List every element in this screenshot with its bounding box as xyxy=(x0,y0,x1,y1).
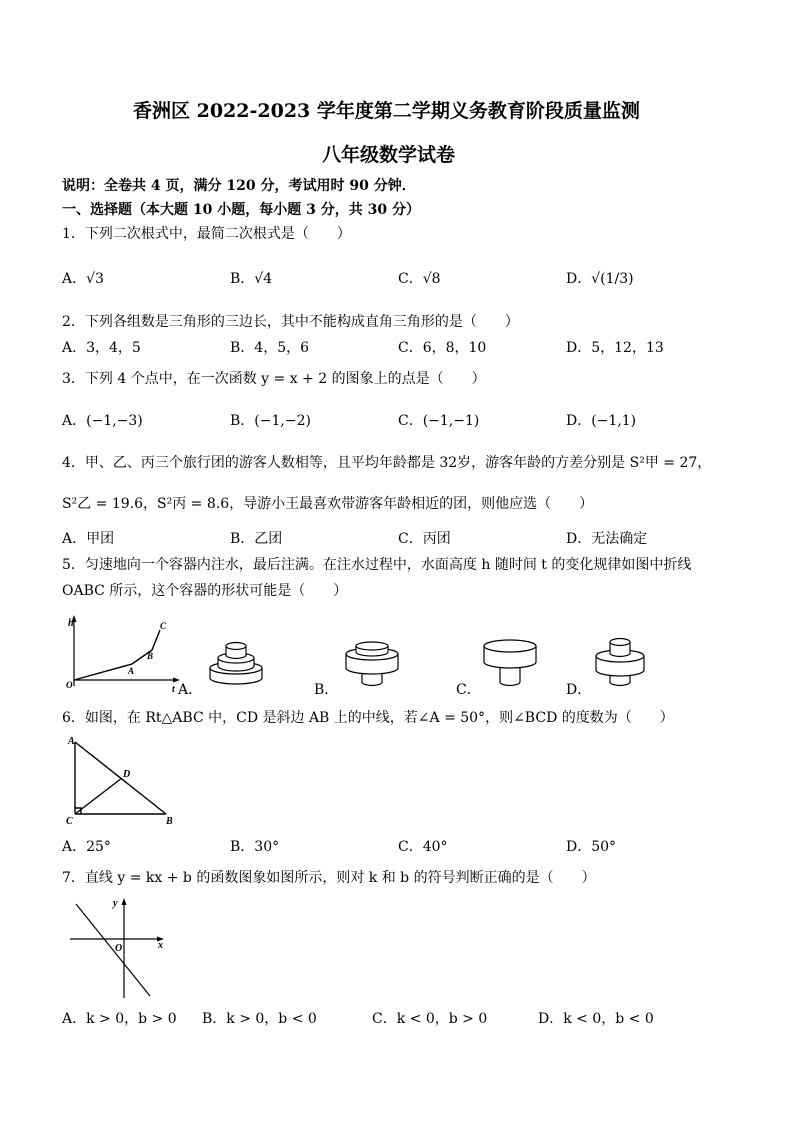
graph-label-t: t xyxy=(172,684,175,694)
q2-stem: 2．下列各组数是三角形的三边长，其中不能构成直角三角形的是（ ） xyxy=(62,314,519,330)
q3-option-d: D．(−1,1) xyxy=(566,413,637,429)
q4-option-c: C．丙团 xyxy=(398,531,451,547)
fig7-label-o: O xyxy=(115,943,123,954)
section-heading: 一、选择题（本大题 10 小题，每小题 3 分，共 30 分） xyxy=(62,202,420,218)
container-wide-top-image xyxy=(482,638,538,688)
instructions: 说明：全卷共 4 页，满分 120 分，考试用时 90 分钟． xyxy=(62,178,416,194)
q5-option-a: A． xyxy=(178,682,203,698)
q6-option-c: C．40° xyxy=(398,839,448,855)
q4-option-b: B．乙团 xyxy=(230,531,283,547)
q3-option-b: B．(−1,−2) xyxy=(230,413,311,429)
graph-label-a: A xyxy=(128,666,135,676)
container-wide-middle-image xyxy=(342,640,402,688)
q5-water-height-graph xyxy=(62,612,182,694)
q2-option-d: D．5，12，13 xyxy=(566,340,664,356)
q5-option-d: D． xyxy=(566,682,592,698)
q1-option-c: C．√8 xyxy=(398,271,441,287)
container-stepped-three-tier-image xyxy=(208,638,264,686)
fig6-label-d: D xyxy=(123,769,131,780)
q7-option-a: A．k > 0，b > 0 xyxy=(62,1011,177,1027)
q3-option-c: C．(−1,−1) xyxy=(398,413,480,429)
q4-stem: 4．甲、乙、丙三个旅行团的游客人数相等，且平均年龄都是 32岁，游客年龄的方差分别是 S²甲 = 27， xyxy=(62,455,712,471)
q1-stem: 1．下列二次根式中，最简二次根式是（ ） xyxy=(62,226,351,242)
fig6-label-b: B xyxy=(166,816,173,827)
fig7-label-y: y xyxy=(113,898,118,909)
q3-option-a: A．(−1,−3) xyxy=(62,413,143,429)
exam-title: 香洲区 2022-2023 学年度第二学期义务教育阶段质量监测 xyxy=(133,100,640,122)
q6-option-d: D．50° xyxy=(566,839,617,855)
q2-option-c: C．6，8，10 xyxy=(398,340,487,356)
q5-stem-2: OABC 所示，这个容器的形状可能是（ ） xyxy=(62,583,348,599)
q4-stem-2: S²乙 = 19.6，S²丙 = 8.6，导游小王最喜欢带游客年龄相近的团，则他应选（ ） xyxy=(62,496,594,512)
graph-label-h: h xyxy=(68,618,74,629)
q6-option-b: B．30° xyxy=(230,839,280,855)
q6-option-a: A．25° xyxy=(62,839,111,855)
q1-option-b: B．√4 xyxy=(230,271,273,287)
q4-option-a: A．甲团 xyxy=(62,531,115,547)
q7-line-graph xyxy=(66,894,170,1000)
q1-option-a: A．√3 xyxy=(62,271,104,287)
q7-option-d: D．k < 0，b < 0 xyxy=(538,1011,654,1027)
q6-right-triangle-figure xyxy=(64,732,184,828)
q7-stem: 7．直线 y = kx + b 的函数图象如图所示，则对 k 和 b 的符号判断正确的是（ ） xyxy=(62,870,596,886)
graph-label-c: C xyxy=(160,621,167,631)
graph-label-o: O xyxy=(66,680,73,690)
q4-option-d: D．无法确定 xyxy=(566,531,648,547)
q1-option-d: D．√(1/3) xyxy=(566,271,634,287)
q2-option-a: A．3，4，5 xyxy=(62,340,141,356)
q5-stem: 5．匀速地向一个容器内注水，最后注满。在注水过程中，水面高度 h 随时间 t 的变化规律如图中折线 xyxy=(62,557,692,573)
q2-option-b: B．4，5，6 xyxy=(230,340,310,356)
fig6-label-a: A xyxy=(68,736,75,747)
q7-option-b: B．k > 0，b < 0 xyxy=(202,1011,317,1027)
q3-stem: 3．下列 4 个点中，在一次函数 y = x + 2 的图象上的点是（ ） xyxy=(62,371,486,387)
q7-option-c: C．k < 0，b > 0 xyxy=(372,1011,488,1027)
q5-option-b: B． xyxy=(314,682,339,698)
fig6-label-c: C xyxy=(66,816,73,827)
graph-label-b: B xyxy=(147,651,154,661)
q6-stem: 6．如图，在 Rt△ABC 中，CD 是斜边 AB 上的中线，若∠A = 50°，则∠BCD 的度数为（ ） xyxy=(62,710,674,726)
exam-subtitle: 八年级数学试卷 xyxy=(322,144,456,166)
q5-option-c: C． xyxy=(456,682,481,698)
fig7-label-x: x xyxy=(158,940,163,951)
container-narrow-top-image xyxy=(594,636,646,690)
